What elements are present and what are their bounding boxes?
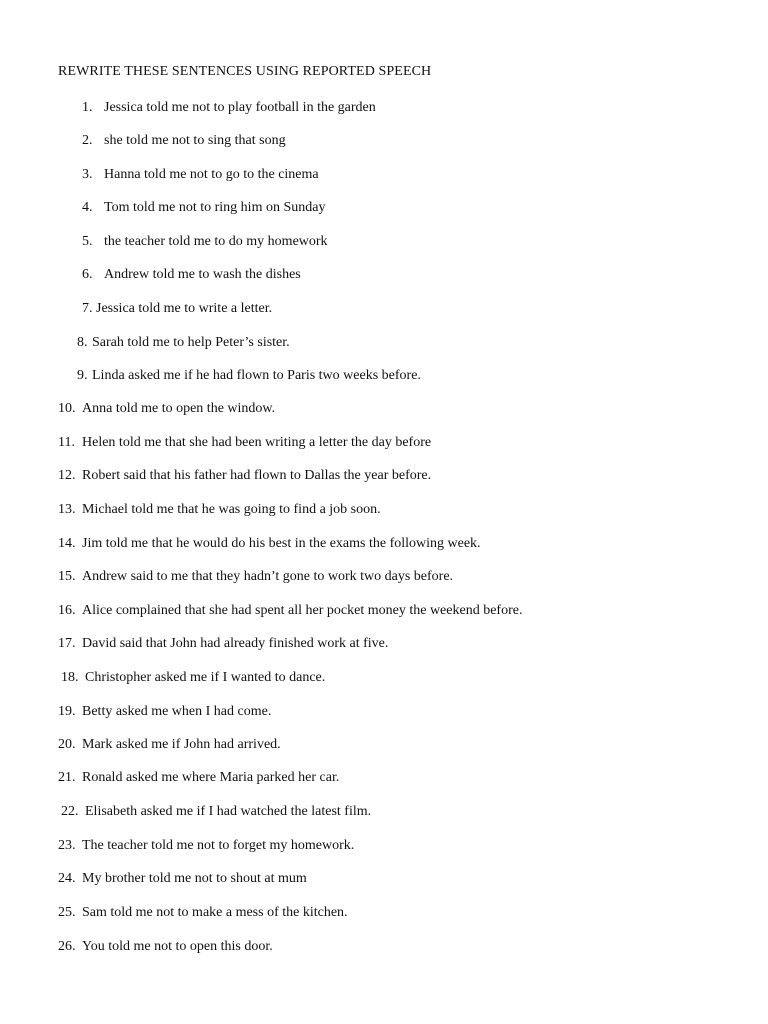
list-item-6 bbox=[82, 266, 301, 284]
list-item-15 bbox=[58, 568, 453, 586]
item-text: she told me not to sing that song bbox=[104, 133, 286, 148]
list-item-10 bbox=[58, 400, 275, 418]
list-item-5 bbox=[82, 233, 328, 251]
list-item-17 bbox=[58, 635, 388, 653]
item-number: 6. bbox=[82, 267, 93, 282]
item-text: Andrew told me to wash the dishes bbox=[104, 267, 301, 282]
item-text: Sarah told me to help Peter’s sister. bbox=[92, 335, 290, 350]
item-text: Jessica told me to write a letter. bbox=[96, 301, 273, 316]
item-number: 18. bbox=[61, 670, 79, 685]
item-text: Elisabeth asked me if I had watched the latest film. bbox=[85, 804, 372, 819]
list-item-13 bbox=[58, 501, 381, 519]
item-number: 22. bbox=[61, 804, 79, 819]
item-number: 11. bbox=[58, 435, 75, 450]
list-item-23 bbox=[58, 837, 354, 855]
item-text: Jessica told me not to play football in the garden bbox=[104, 100, 376, 115]
list-item-7 bbox=[82, 300, 272, 318]
item-text: Hanna told me not to go to the cinema bbox=[104, 167, 319, 182]
item-text: the teacher told me to do my homework bbox=[104, 234, 328, 249]
item-text: The teacher told me not to forget my homework. bbox=[82, 838, 355, 853]
list-item-2 bbox=[82, 132, 286, 150]
list-item-8 bbox=[77, 334, 290, 352]
item-text: Linda asked me if he had flown to Paris two weeks before. bbox=[92, 368, 421, 383]
list-item-18 bbox=[61, 669, 325, 687]
item-text: Christopher asked me if I wanted to dance. bbox=[85, 670, 326, 685]
item-number: 12. bbox=[58, 468, 76, 483]
item-number: 15. bbox=[58, 569, 76, 584]
item-text: Anna told me to open the window. bbox=[82, 401, 276, 416]
item-text: Alice complained that she had spent all her pocket money the weekend before. bbox=[82, 603, 523, 618]
item-number: 14. bbox=[58, 536, 76, 551]
item-number: 8. bbox=[77, 335, 88, 350]
item-number: 20. bbox=[58, 737, 76, 752]
list-item-16 bbox=[58, 602, 522, 620]
list-item-11 bbox=[58, 434, 431, 452]
item-number: 16. bbox=[58, 603, 76, 618]
item-number: 26. bbox=[58, 939, 76, 954]
list-item-25 bbox=[58, 904, 348, 922]
item-number: 23. bbox=[58, 838, 76, 853]
list-item-26 bbox=[58, 938, 273, 956]
item-number: 5. bbox=[82, 234, 93, 249]
item-number: 2. bbox=[82, 133, 93, 148]
list-item-9 bbox=[77, 367, 421, 385]
list-item-24 bbox=[58, 870, 307, 888]
item-number: 17. bbox=[58, 636, 76, 651]
item-text: My brother told me not to shout at mum bbox=[82, 871, 307, 886]
list-item-3 bbox=[82, 166, 319, 184]
item-text: Sam told me not to make a mess of the kitchen. bbox=[82, 905, 348, 920]
list-item-21 bbox=[58, 769, 339, 787]
item-number: 25. bbox=[58, 905, 76, 920]
item-number: 9. bbox=[77, 368, 88, 383]
list-item-12 bbox=[58, 467, 431, 485]
item-text: Michael told me that he was going to find a job soon. bbox=[82, 502, 381, 517]
page-title: REWRITE THESE SENTENCES USING REPORTED SPEECH bbox=[58, 64, 432, 79]
item-number: 3. bbox=[82, 167, 93, 182]
item-number: 1. bbox=[82, 100, 93, 115]
list-item-4 bbox=[82, 199, 325, 217]
item-number: 21. bbox=[58, 770, 76, 785]
item-text: Andrew said to me that they hadn’t gone to work two days before. bbox=[82, 569, 454, 584]
item-text: David said that John had already finished work at five. bbox=[82, 636, 389, 651]
item-number: 13. bbox=[58, 502, 76, 517]
list-item-1 bbox=[82, 99, 376, 117]
item-text: You told me not to open this door. bbox=[82, 939, 273, 954]
list-item-19 bbox=[58, 703, 271, 721]
item-number: 24. bbox=[58, 871, 76, 886]
item-text: Tom told me not to ring him on Sunday bbox=[104, 200, 326, 215]
item-number: 4. bbox=[82, 200, 93, 215]
item-text: Helen told me that she had been writing a letter the day before bbox=[82, 435, 432, 450]
item-number: 19. bbox=[58, 704, 76, 719]
item-number: 7. bbox=[82, 301, 93, 316]
item-text: Jim told me that he would do his best in the exams the following week. bbox=[82, 536, 481, 551]
item-text: Mark asked me if John had arrived. bbox=[82, 737, 281, 752]
list-item-22 bbox=[61, 803, 371, 821]
item-text: Ronald asked me where Maria parked her car. bbox=[82, 770, 340, 785]
list-item-20 bbox=[58, 736, 281, 754]
item-text: Robert said that his father had flown to Dallas the year before. bbox=[82, 468, 432, 483]
item-text: Betty asked me when I had come. bbox=[82, 704, 272, 719]
item-number: 10. bbox=[58, 401, 76, 416]
list-item-14 bbox=[58, 535, 481, 553]
